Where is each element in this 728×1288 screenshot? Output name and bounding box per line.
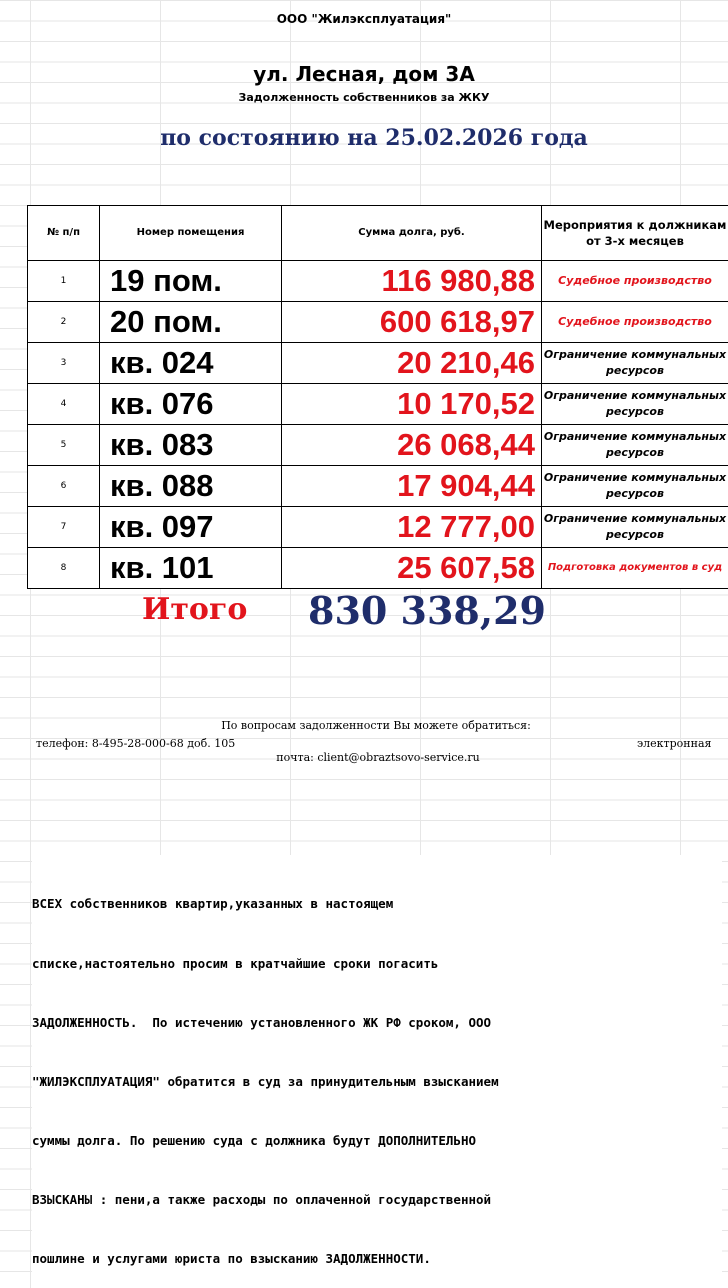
room-number: 20 пом.: [100, 302, 282, 343]
table-row: [28, 302, 728, 343]
notice-line: пошлине и услугами юриста по взысканию ЗАДОЛЖЕННОСТИ.: [32, 1249, 722, 1269]
table-row: [28, 466, 728, 507]
table-header-row: [28, 206, 728, 261]
debt-amount: 116 980,88: [282, 261, 542, 302]
table-row: [28, 507, 728, 548]
debt-notice: [32, 855, 722, 1288]
as-of-date: по состоянию на 25.02.2026 года: [0, 125, 728, 151]
notice-line: ВЗЫСКАНЫ : пени,а также расходы по оплаченной государственной: [32, 1190, 722, 1210]
notice-line: суммы долга. По решению суда с должника будут ДОПОЛНИТЕЛЬНО: [32, 1131, 722, 1151]
debt-measure: Ограничение коммунальных ресурсов: [542, 466, 728, 507]
notice-line: "ЖИЛЭКСПЛУАТАЦИЯ" обратится в суд за принудительным взысканием: [32, 1072, 722, 1092]
contact-heading: По вопросам задолженности Вы можете обратиться:: [0, 719, 728, 732]
room-number: кв. 083: [100, 425, 282, 466]
notice-line: ВСЕХ собственников квартир,указанных в настоящем: [32, 894, 722, 914]
debt-amount: 600 618,97: [282, 302, 542, 343]
debt-amount: 20 210,46: [282, 343, 542, 384]
contact-email-word: электронная: [637, 737, 711, 750]
row-number: 2: [28, 302, 100, 343]
table-row: [28, 425, 728, 466]
row-number: 5: [28, 425, 100, 466]
building-address: ул. Лесная, дом 3А: [0, 62, 728, 86]
debt-amount: 26 068,44: [282, 425, 542, 466]
column-header-amount: Сумма долга, руб.: [282, 206, 542, 261]
room-number: кв. 076: [100, 384, 282, 425]
table-row: [28, 548, 728, 589]
table-row: [28, 384, 728, 425]
debt-measure: Ограничение коммунальных ресурсов: [542, 425, 728, 466]
debt-measure: Ограничение коммунальных ресурсов: [542, 343, 728, 384]
table-row: [28, 261, 728, 302]
debt-table: [27, 205, 728, 589]
row-number: 3: [28, 343, 100, 384]
total-value: 830 338,29: [308, 588, 546, 633]
row-number: 8: [28, 548, 100, 589]
column-header-room: Номер помещения: [100, 206, 282, 261]
notice-line: ЗАДОЛЖЕННОСТЬ. По истечению установленного ЖК РФ сроком, ООО: [32, 1013, 722, 1033]
document-subtitle: Задолженность собственников за ЖКУ: [0, 91, 728, 104]
column-header-number: № п/п: [28, 206, 100, 261]
column-header-measures: Мероприятия к должникам от 3-х месяцев: [542, 206, 728, 261]
room-number: 19 пом.: [100, 261, 282, 302]
debt-measure: Ограничение коммунальных ресурсов: [542, 507, 728, 548]
contact-phone: телефон: 8-495-28-000-68 доб. 105: [36, 737, 235, 750]
debt-amount: 17 904,44: [282, 466, 542, 507]
room-number: кв. 024: [100, 343, 282, 384]
debt-measure: Подготовка документов в суд: [542, 548, 728, 589]
debt-measure: Ограничение коммунальных ресурсов: [542, 384, 728, 425]
row-number: 4: [28, 384, 100, 425]
table-row: [28, 343, 728, 384]
debt-amount: 25 607,58: [282, 548, 542, 589]
company-name: ООО "Жилэксплуатация": [0, 12, 728, 26]
room-number: кв. 097: [100, 507, 282, 548]
debt-measure: Судебное производство: [542, 261, 728, 302]
notice-line: списке,настоятельно просим в кратчайшие сроки погасить: [32, 954, 722, 974]
room-number: кв. 101: [100, 548, 282, 589]
room-number: кв. 088: [100, 466, 282, 507]
total-label: Итого: [142, 592, 247, 627]
row-number: 7: [28, 507, 100, 548]
debt-amount: 12 777,00: [282, 507, 542, 548]
debt-amount: 10 170,52: [282, 384, 542, 425]
debt-measure: Судебное производство: [542, 302, 728, 343]
row-number: 1: [28, 261, 100, 302]
row-number: 6: [28, 466, 100, 507]
contact-email: почта: client@obraztsovo-service.ru: [0, 751, 728, 764]
